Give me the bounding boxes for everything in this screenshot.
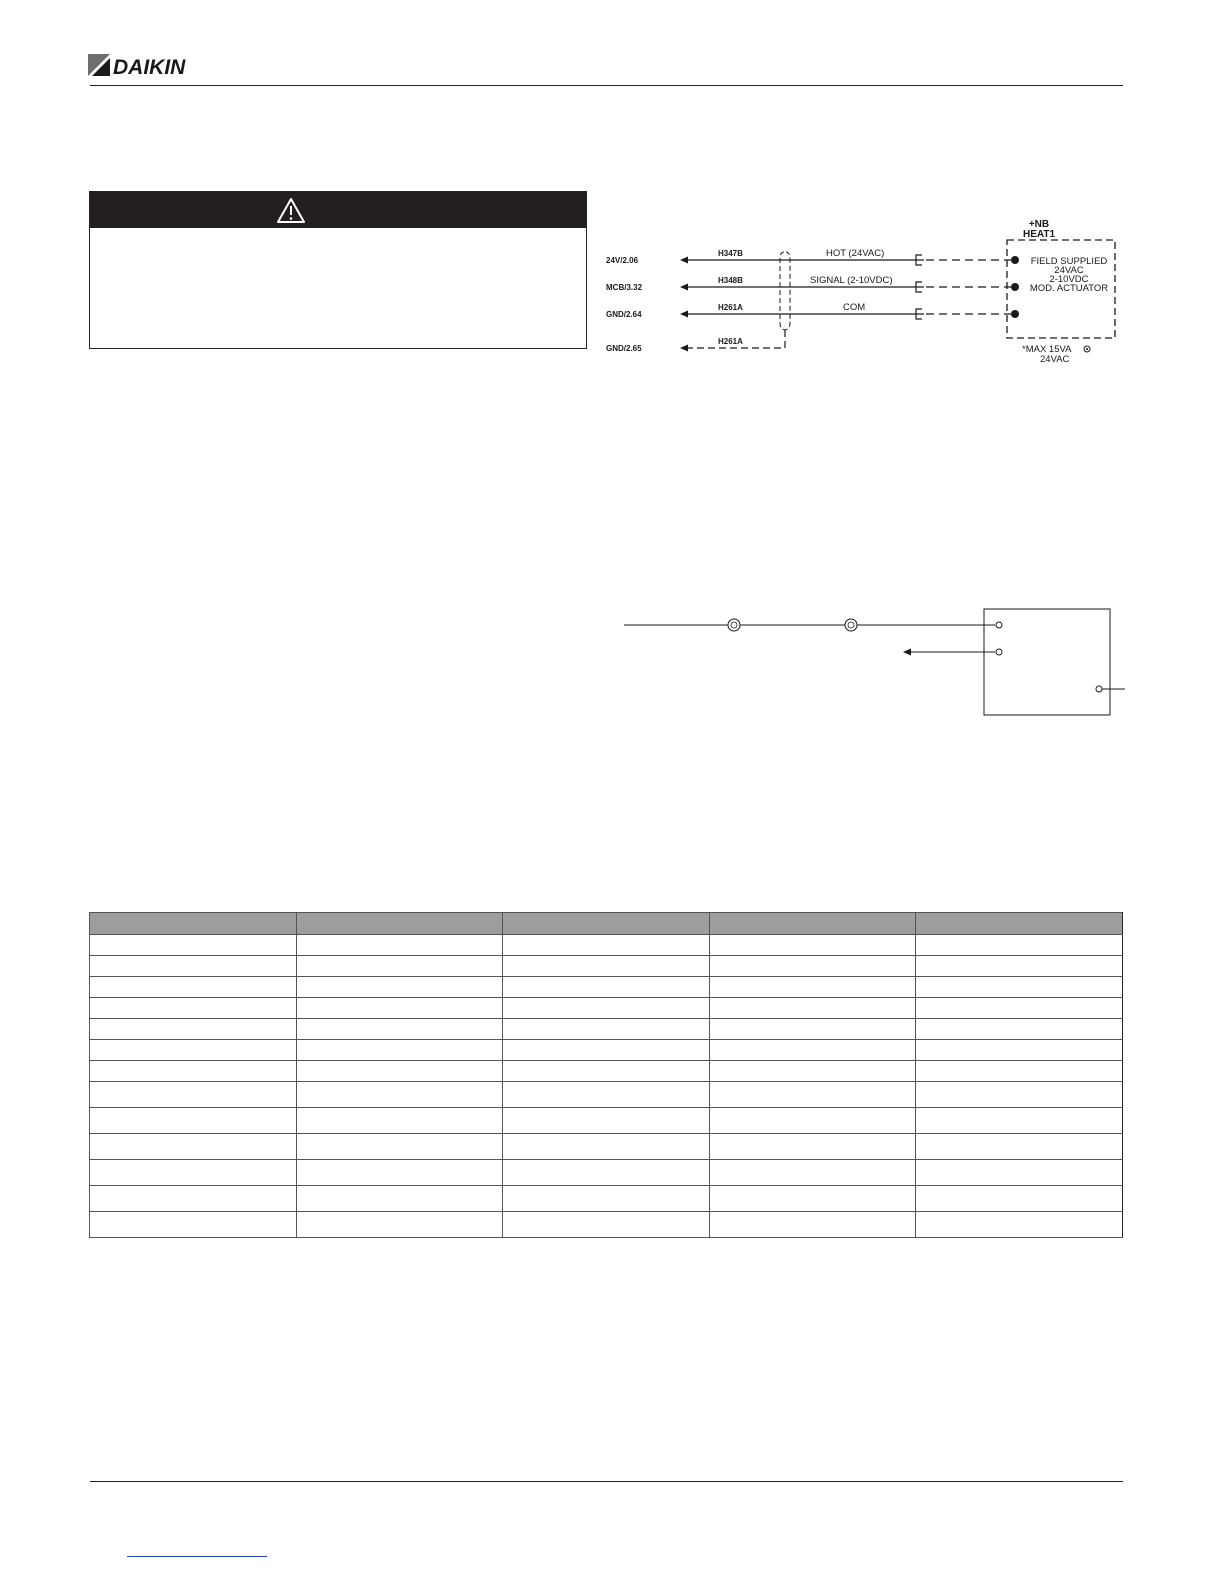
table-cell (296, 956, 503, 977)
table-cell (503, 1134, 710, 1160)
table-cell (503, 935, 710, 956)
table-cell (296, 1108, 503, 1134)
table-cell (296, 1134, 503, 1160)
wire-label: SIGNAL (2-10VDC) (810, 275, 893, 286)
table-cell (916, 977, 1123, 998)
table-cell (503, 977, 710, 998)
wire-id: H261A (718, 337, 743, 346)
table-cell (90, 1040, 297, 1061)
table-cell (503, 998, 710, 1019)
table-cell (916, 1108, 1123, 1134)
table-row (90, 1061, 1123, 1082)
table-row (90, 935, 1123, 956)
table-row (90, 1019, 1123, 1040)
table-cell (90, 935, 297, 956)
table-row (90, 1186, 1123, 1212)
table-cell (503, 1061, 710, 1082)
table-cell (503, 1108, 710, 1134)
terminal-icon (728, 619, 740, 631)
arrow-left-icon (903, 649, 911, 656)
table-cell (709, 935, 916, 956)
actuator-line-2: 24VAC (1054, 265, 1084, 276)
table-cell (503, 1082, 710, 1108)
component-name: HEAT1 (1022, 229, 1056, 240)
table-cell (916, 1061, 1123, 1082)
table-cell (296, 1040, 503, 1061)
wire-signal (606, 275, 1019, 292)
cable-shield (780, 252, 790, 330)
table-cell (296, 1019, 503, 1040)
table-cell (90, 1160, 297, 1186)
actuator-line-3: 2-10VDC (1049, 274, 1089, 285)
table-cell (90, 1134, 297, 1160)
table-cell (916, 1019, 1123, 1040)
table-cell (916, 956, 1123, 977)
table-cell (709, 1108, 916, 1134)
table-cell (296, 977, 503, 998)
table-cell (916, 1040, 1123, 1061)
table-cell (296, 998, 503, 1019)
table-cell (709, 1019, 916, 1040)
table-cell (916, 935, 1123, 956)
table-cell (503, 1019, 710, 1040)
wire-id: H348B (718, 276, 743, 285)
wire-hot (606, 248, 1019, 265)
header-cell (709, 913, 916, 935)
table-cell (709, 1061, 916, 1082)
terminal-label: 24V/2.06 (606, 256, 639, 265)
control-diagram (620, 600, 1140, 725)
wiring-diagram (600, 205, 1130, 375)
table-cell (90, 1082, 297, 1108)
wire-id: H261A (718, 303, 743, 312)
brand-text: DAIKIN (113, 56, 186, 79)
table-row (90, 1212, 1123, 1238)
table-cell (709, 1160, 916, 1186)
wire-id: H347B (718, 249, 743, 258)
footer-rule (90, 1481, 1123, 1482)
table-cell (503, 1040, 710, 1061)
warning-triangle-icon (276, 197, 306, 224)
table-cell (296, 1186, 503, 1212)
table-row (90, 998, 1123, 1019)
table-cell (709, 1040, 916, 1061)
terminal-label: MCB/3.32 (606, 283, 643, 292)
table-cell (90, 1019, 297, 1040)
device-box (984, 609, 1110, 715)
header-cell (296, 913, 503, 935)
table-row (90, 977, 1123, 998)
header-rule (90, 85, 1123, 86)
table-cell (503, 1212, 710, 1238)
terminal-icon (845, 619, 857, 631)
table-row (90, 1160, 1123, 1186)
table-cell (916, 1186, 1123, 1212)
warning-header-bar (90, 192, 586, 228)
table-cell (296, 1082, 503, 1108)
table-row (90, 1134, 1123, 1160)
footer-link-underline[interactable] (127, 1556, 267, 1557)
table-cell (503, 1160, 710, 1186)
terminal-label: GND/2.64 (606, 310, 642, 319)
wire-com (606, 302, 1019, 319)
table-row (90, 1082, 1123, 1108)
table-cell (503, 1186, 710, 1212)
table-cell (916, 1082, 1123, 1108)
actuator-line-1: FIELD SUPPLIED (1030, 256, 1108, 267)
component-tag: +NB (1028, 219, 1050, 230)
wire-label: HOT (24VAC) (826, 248, 885, 259)
table-cell (90, 1186, 297, 1212)
header-cell (916, 913, 1123, 935)
table-cell (709, 1212, 916, 1238)
table-row (90, 956, 1123, 977)
table-cell (296, 935, 503, 956)
table-cell (90, 956, 297, 977)
table-cell (709, 1186, 916, 1212)
wire-ground (606, 330, 785, 353)
header-cell (90, 913, 297, 935)
table-cell (90, 1061, 297, 1082)
table-cell (296, 1212, 503, 1238)
table-cell (503, 956, 710, 977)
spec-table (89, 912, 1123, 1238)
table-cell (709, 977, 916, 998)
wire-label: COM (843, 302, 866, 313)
table-cell (90, 1212, 297, 1238)
actuator-line-4: MOD. ACTUATOR (1029, 283, 1109, 294)
warning-box (89, 191, 587, 349)
table-cell (916, 1134, 1123, 1160)
table-cell (296, 1061, 503, 1082)
header-cell (503, 913, 710, 935)
table-header-row (90, 913, 1123, 935)
table-row (90, 1040, 1123, 1061)
table-cell (90, 1108, 297, 1134)
table-cell (296, 1160, 503, 1186)
daikin-logo (88, 52, 218, 82)
table-cell (90, 998, 297, 1019)
table-cell (709, 956, 916, 977)
power-note-2: 24VAC (1040, 354, 1070, 365)
table-row (90, 1108, 1123, 1134)
table-cell (90, 977, 297, 998)
table-cell (916, 1212, 1123, 1238)
terminal-label: GND/2.65 (606, 344, 642, 353)
table-cell (709, 1134, 916, 1160)
table-cell (709, 998, 916, 1019)
table-cell (916, 998, 1123, 1019)
table-cell (709, 1082, 916, 1108)
power-note-1: *MAX 15VA (1022, 344, 1072, 355)
table-cell (916, 1160, 1123, 1186)
